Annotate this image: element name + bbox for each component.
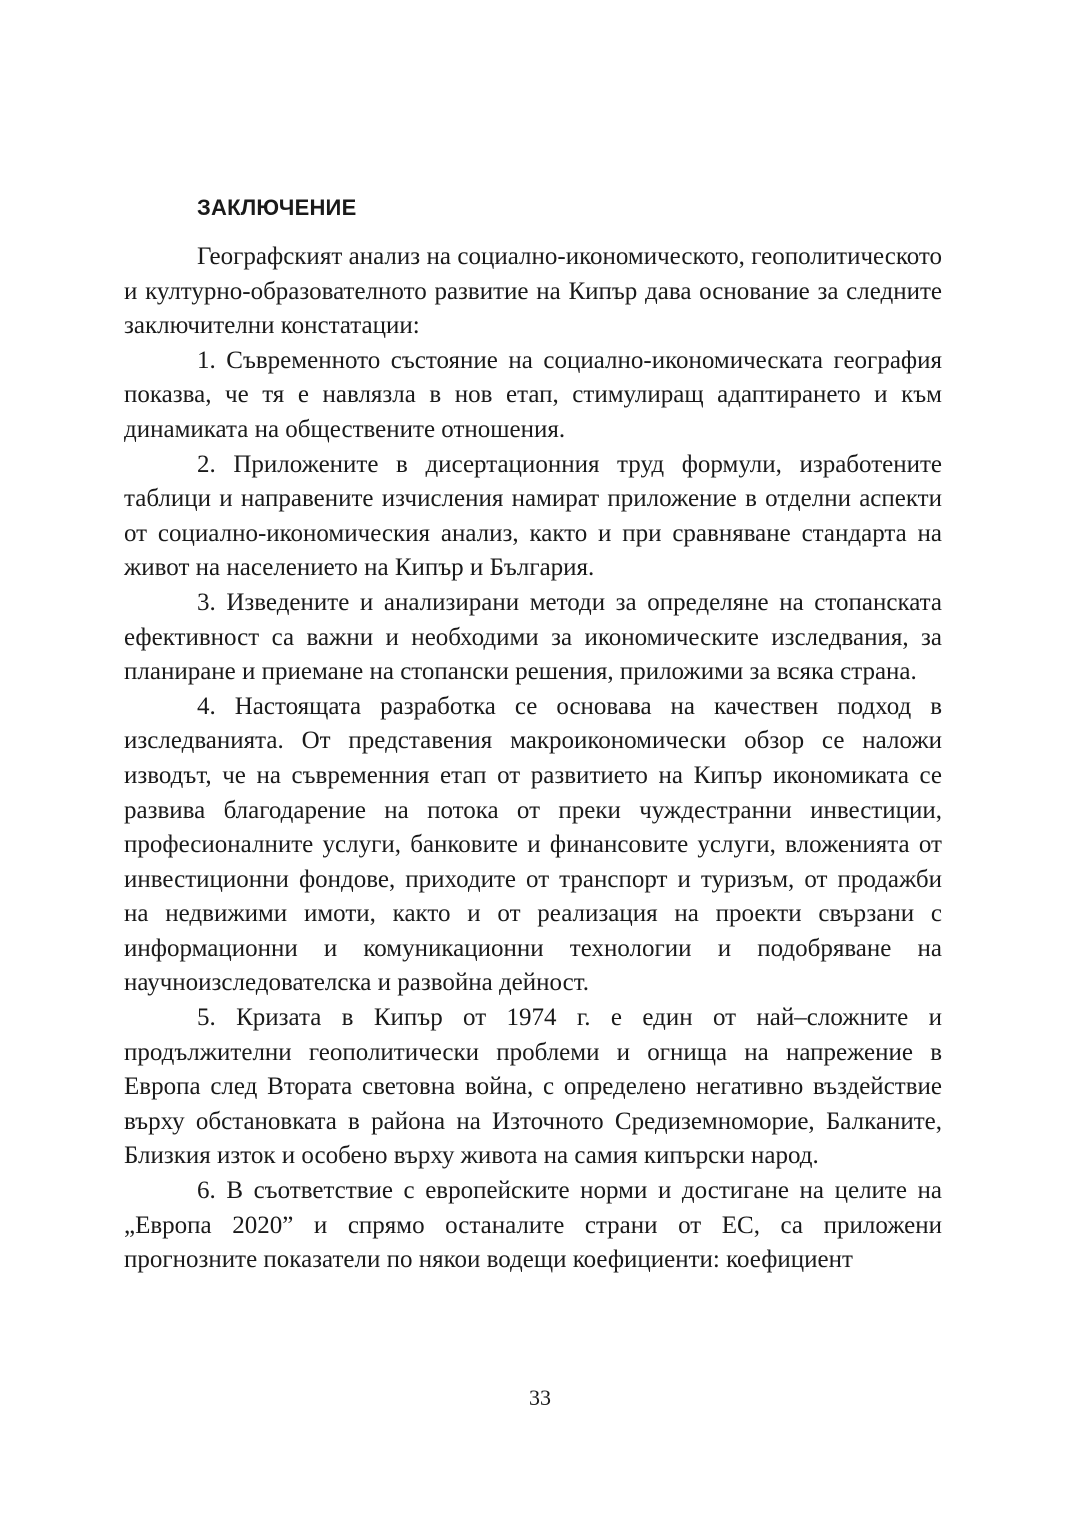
paragraph-conclusion-3: 3. Изведените и анализирани методи за определяне на стопанската ефективност са важни и необходими за икономическите изследвания, за планиране и приемане на стопански решения, приложими за всяка страна. xyxy=(124,588,942,686)
paragraph-conclusion-2: 2. Приложените в дисертационния труд формули, изработените таблици и направените изчисления намират приложение в отделни аспекти от социално-икономическия анализ, както и при сравняване стандарта на живот на населението на Кипър и България. xyxy=(124,450,942,582)
section-heading: ЗАКЛЮЧЕНИЕ xyxy=(197,195,357,220)
paragraph-intro: Географският анализ на социално-икономическото, геополитическото и културно-образователното развитие на Кипър дава основание за следните заключителни констатации: xyxy=(124,243,942,340)
document-page xyxy=(124,190,942,1278)
paragraph-conclusion-5: 5. Кризата в Кипър от 1974 г. е един от най–сложните и продължителни геополитически проблеми и огнища на напрежение в Европа след Втората световна война, с определено негативно въздействие върху обстановката в района на Източното Средиземноморие, Балканите, Близкия изток и особено върху живота на самия кипърски народ. xyxy=(124,1004,942,1170)
paragraph-conclusion-4: 4. Настоящата разработка се основава на качествен подход в изследванията. От представения макроикономически обзор се наложи изводът, че на съвременния етап от развитието на Кипър икономиката се развива благодарение на потока от преки чуждестранни инвестиции, професионалните услуги, банковите и финансовите услуги, вложенията от инвестиционни фондове, приходите от транспорт и туризъм, от продажби на недвижими имоти, както и от реализация на проекти свързани с информационни и комуникационни технологии и подобряване на научноизследователска и развойна дейност. xyxy=(124,692,942,997)
paragraph-conclusion-6: 6. В съответствие с европейските норми и достигане на целите на „Европа 2020” и спрямо останалите страни от ЕС, са приложени прогнозните показатели по някои водещи коефициенти: коефициент xyxy=(124,1177,942,1274)
page-number: 33 xyxy=(529,1385,551,1410)
paragraph-conclusion-1: 1. Съвременното състояние на социално-икономическата география показва, че тя е навлязла в нов етап, стимулиращ адаптирането и към динамиката на обществените отношения. xyxy=(124,346,942,443)
